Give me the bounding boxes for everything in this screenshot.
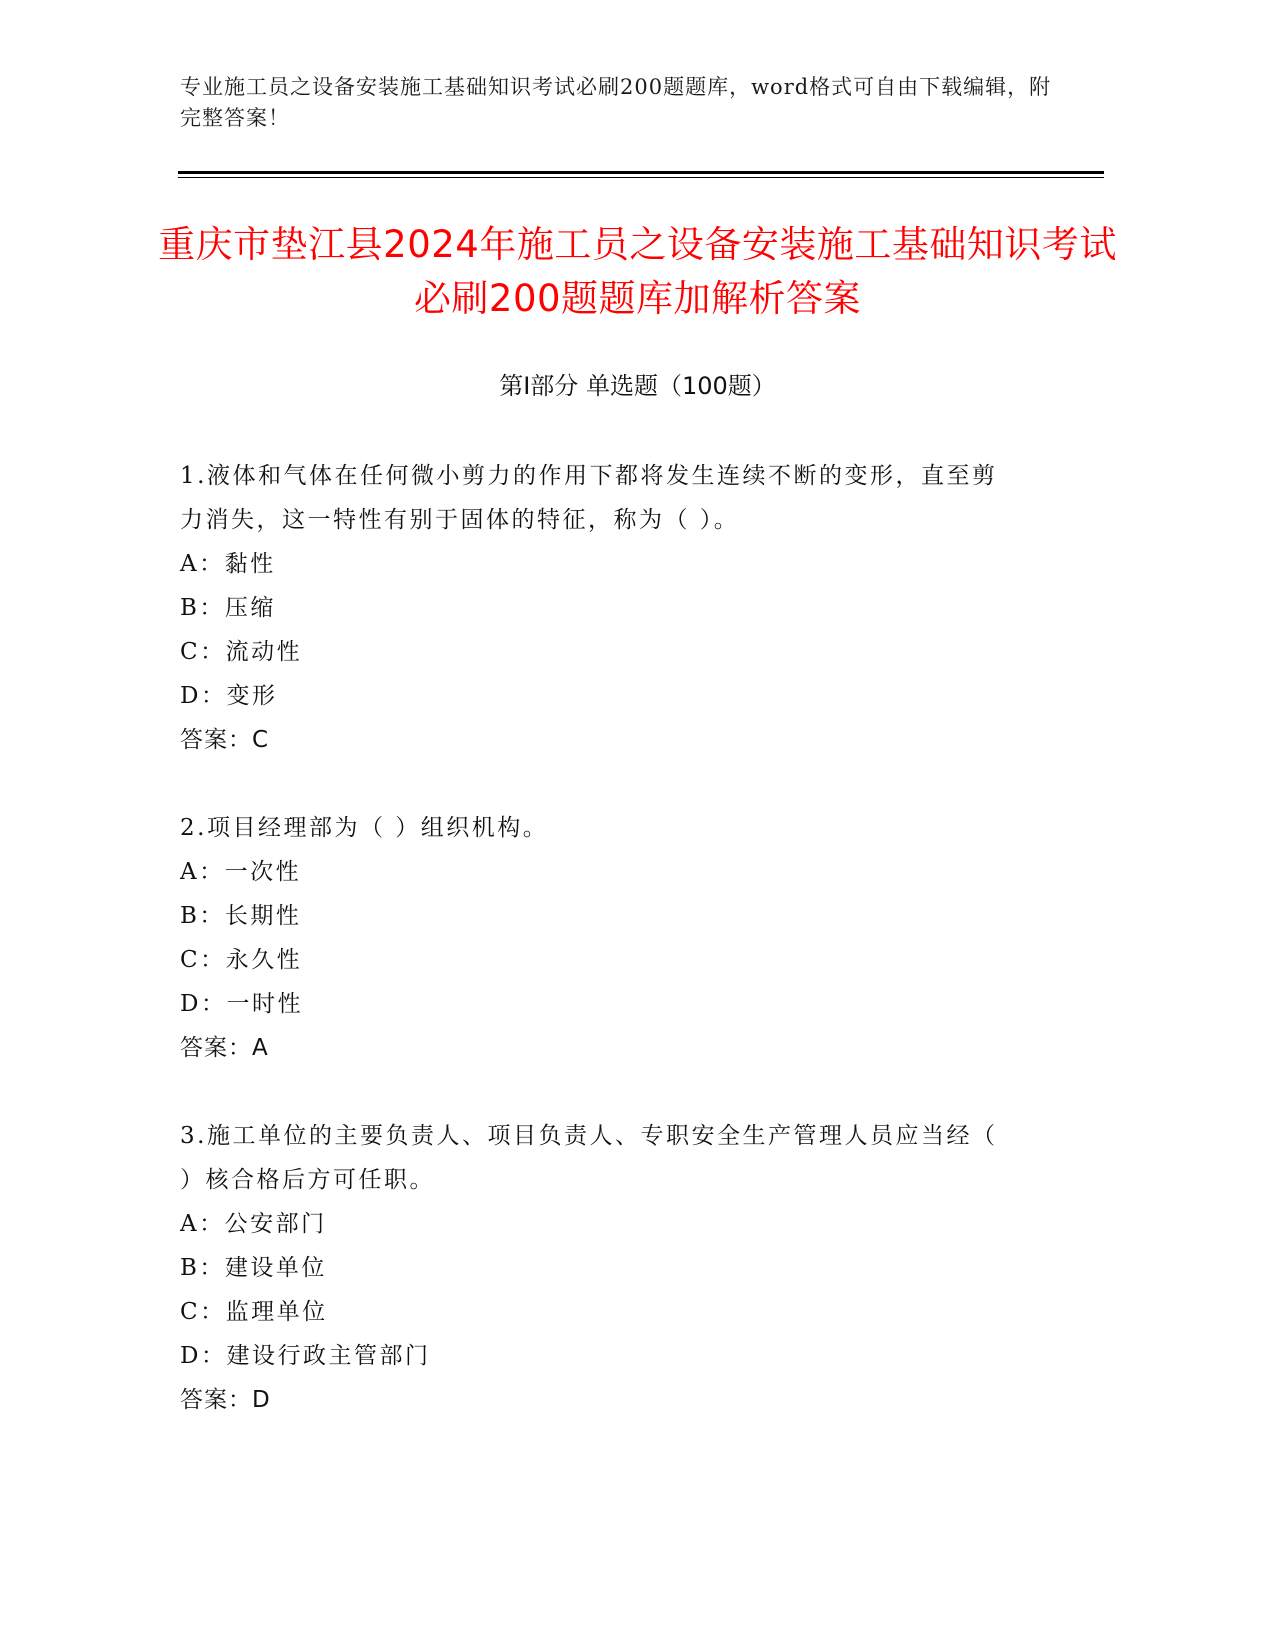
option-b: B：建设单位 — [180, 1255, 327, 1281]
question-stem: 3.施工单位的主要负责人、项目负责人、专职安全生产管理人员应当经（ ）核合格后方可任职。 — [180, 1123, 998, 1193]
answer-line: 答案：D — [180, 1387, 271, 1413]
header-divider-thin — [178, 177, 1104, 178]
option-c: C：永久性 — [180, 947, 303, 973]
option-b: B：长期性 — [180, 903, 302, 929]
answer-line: 答案：A — [180, 1035, 269, 1061]
option-a: A：公安部门 — [180, 1211, 327, 1237]
question-item — [180, 454, 1020, 762]
section-title: 第Ⅰ部分 单选题（100题） — [499, 372, 776, 400]
header-divider-thick — [178, 171, 1104, 174]
question-list — [180, 454, 1020, 1466]
option-a: A：一次性 — [180, 859, 302, 885]
question-stem: 2.项目经理部为（ ）组织机构。 — [180, 815, 549, 841]
question-item — [180, 806, 1020, 1070]
option-c: C：流动性 — [180, 639, 303, 665]
question-item — [180, 1114, 1020, 1422]
option-d: D：建设行政主管部门 — [180, 1343, 431, 1369]
option-d: D：变形 — [180, 683, 278, 709]
option-b: B：压缩 — [180, 595, 276, 621]
header-note: 专业施工员之设备安装施工基础知识考试必刷200题题库，word格式可自由下载编辑，附完整答案！ — [180, 75, 1052, 130]
question-stem: 1.液体和气体在任何微小剪力的作用下都将发生连续不断的变形，直至剪力消失，这一特性有别于固体的特征，称为（ ）。 — [180, 463, 998, 533]
option-d: D：一时性 — [180, 991, 303, 1017]
option-a: A：黏性 — [180, 551, 276, 577]
document-title: 重庆市垫江县2024年施工员之设备安装施工基础知识考试必刷200题题库加解析答案 — [158, 223, 1117, 320]
answer-line: 答案：C — [180, 727, 270, 753]
option-c: C：监理单位 — [180, 1299, 328, 1325]
